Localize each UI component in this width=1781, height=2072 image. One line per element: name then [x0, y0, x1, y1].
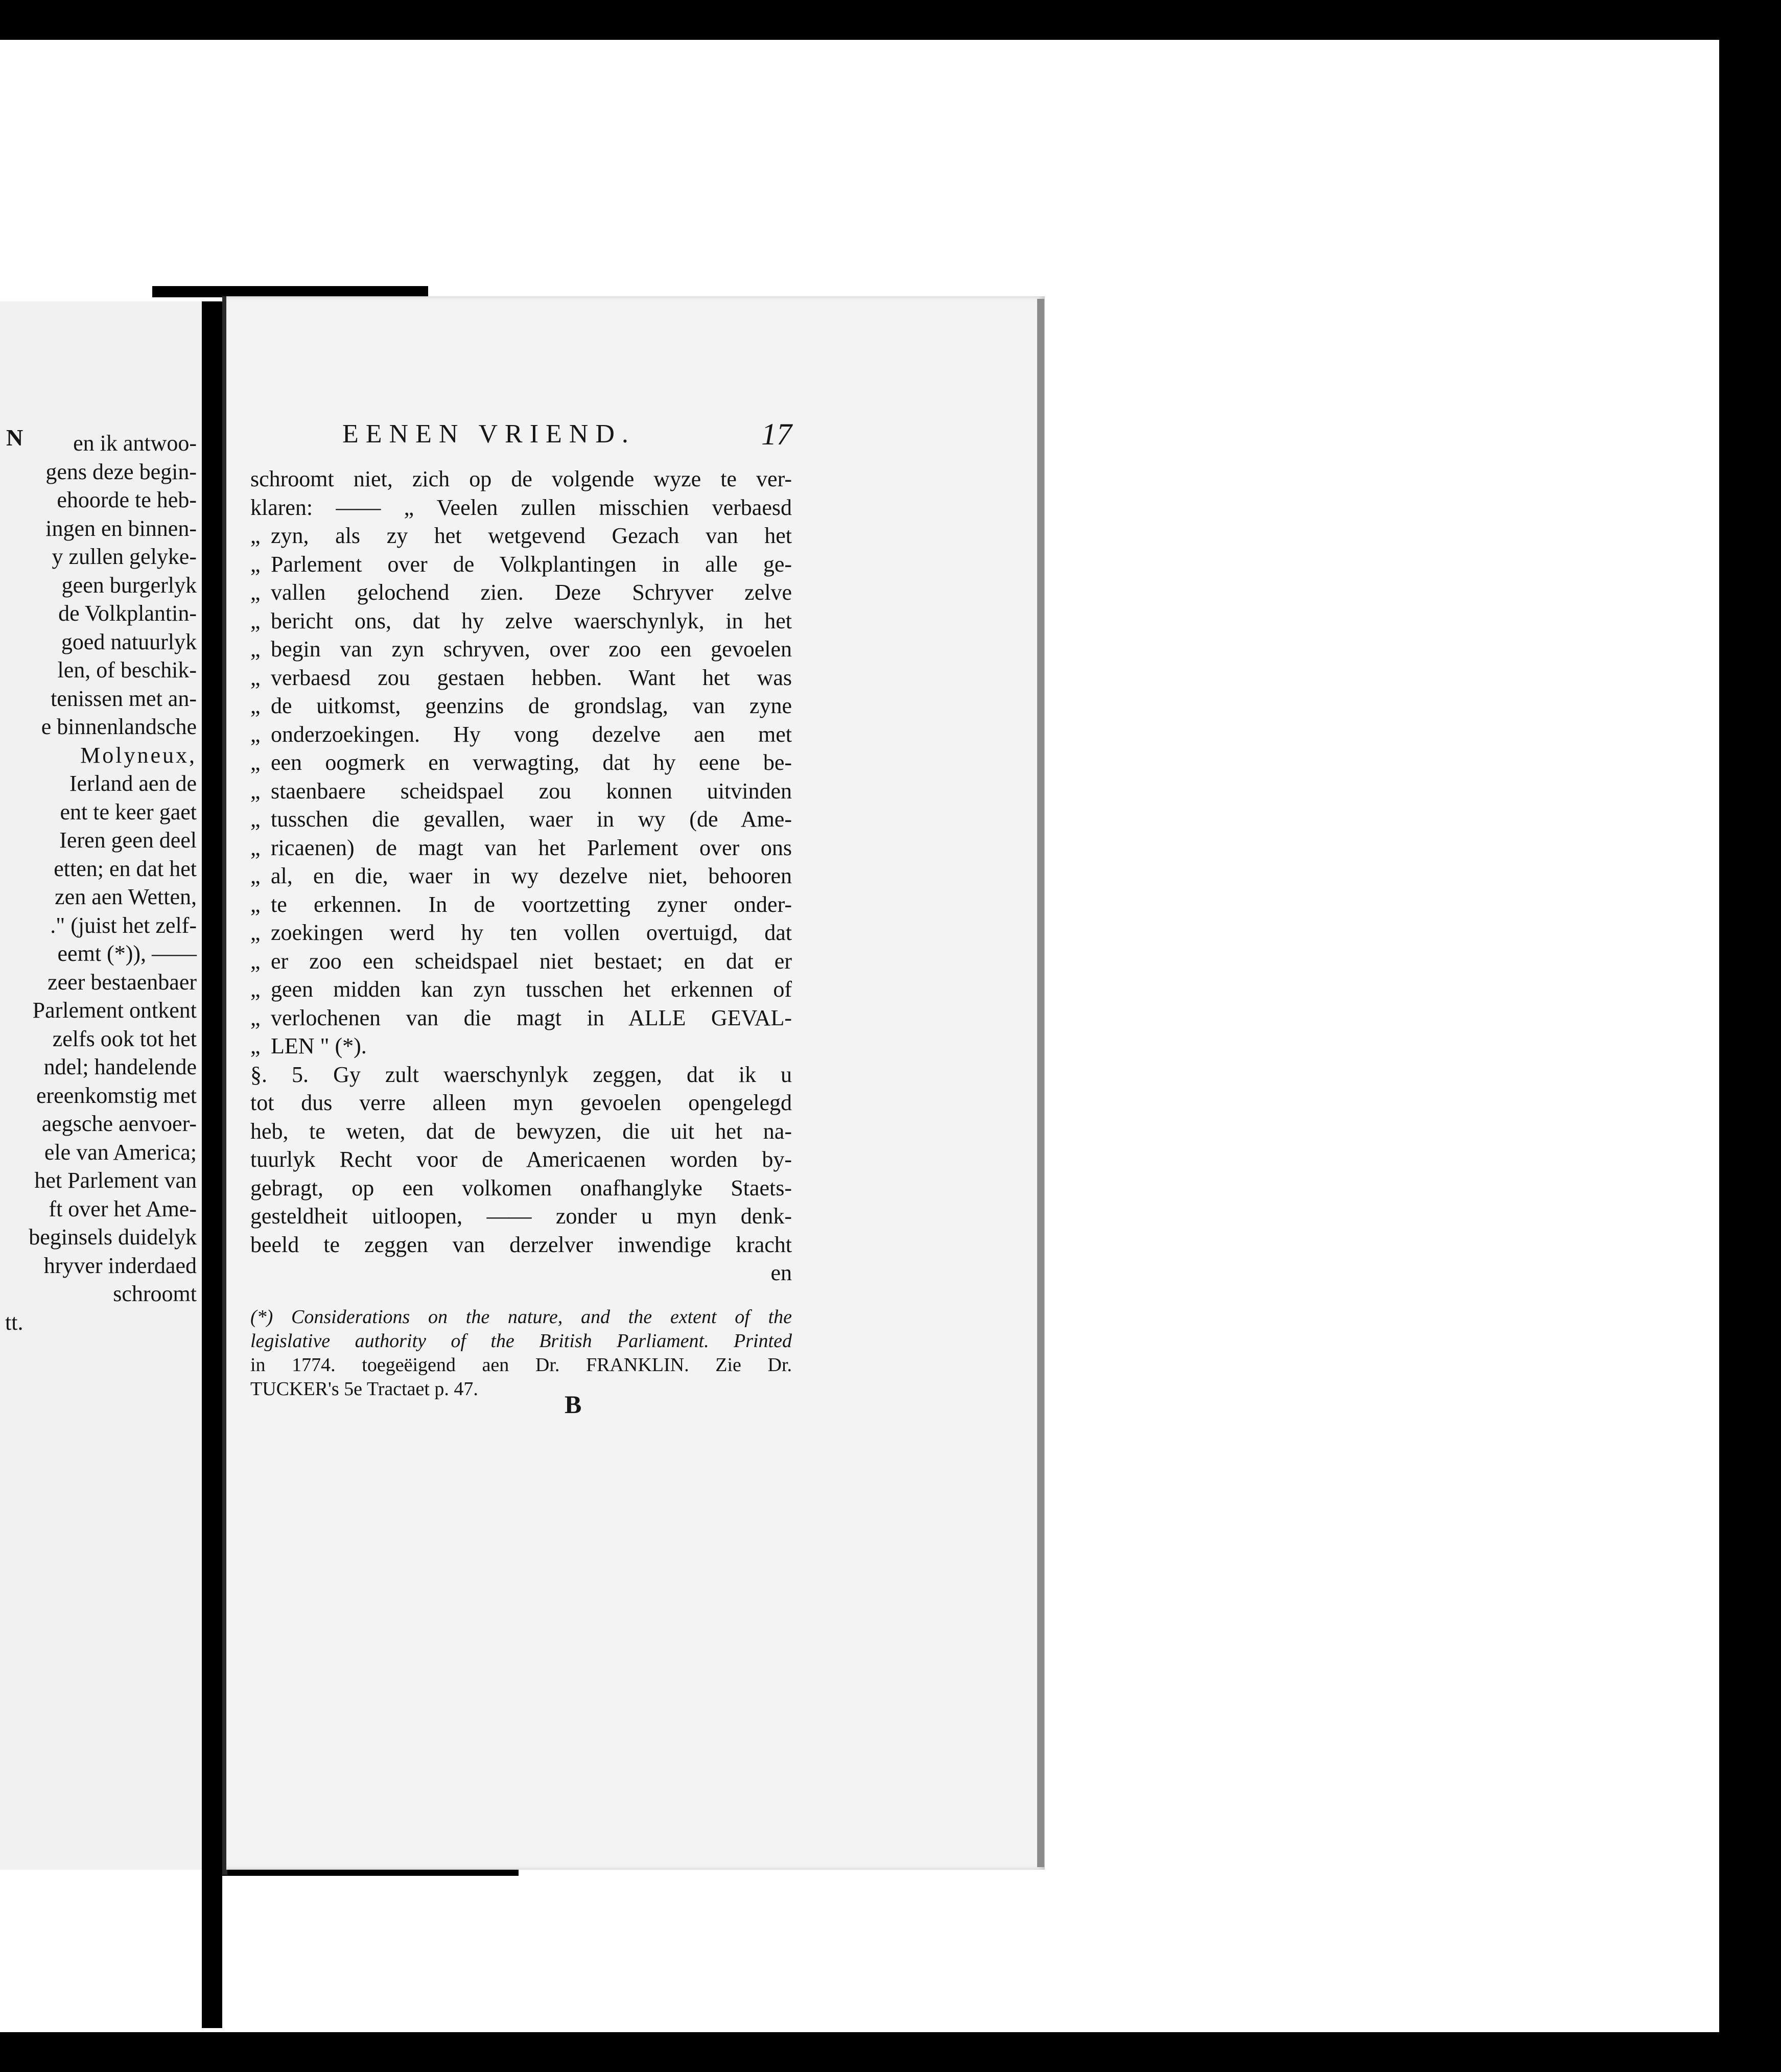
footnote — [250, 1305, 792, 1401]
left-text-line: beginsels duidelyk — [29, 1225, 197, 1250]
footnote-line: (*) Considerations on the nature, and the extent of the — [250, 1306, 792, 1328]
line-text: verlochenen van die magt in ALLE GEVAL- — [271, 1005, 792, 1030]
line-text: ricaenen) de magt van het Parlement over ons — [271, 835, 792, 860]
text-line — [250, 777, 792, 806]
left-text-line: goed natuurlyk — [61, 629, 197, 654]
text-line — [250, 1145, 792, 1174]
left-text-line: ." (juist het zelf- — [50, 912, 197, 938]
left-text-line: tenissen met an- — [51, 686, 197, 711]
line-text: er zoo een scheidspael niet bestaet; en dat er — [271, 948, 792, 974]
quote-mark: „ — [250, 523, 261, 548]
text-line — [250, 550, 792, 579]
quote-mark: „ — [250, 750, 261, 775]
left-text-line: len, of beschik- — [57, 657, 197, 682]
line-text: heb, te weten, dat de bewyzen, die uit het na- — [250, 1118, 792, 1144]
line-text: al, en die, waer in wy dezelve niet, behooren — [271, 863, 792, 888]
text-line — [250, 1004, 792, 1032]
quote-mark: „ — [250, 920, 261, 945]
left-text-line: het Parlement van — [34, 1168, 197, 1193]
footnote-line: legislative authority of the British Parliament. Printed — [250, 1330, 792, 1352]
text-line — [250, 578, 792, 607]
page-edge-shadow — [1037, 299, 1044, 1867]
text-line — [250, 635, 792, 664]
line-text: te erkennen. In de voortzetting zyner onder- — [271, 891, 792, 917]
line-text: LEN " (*). — [271, 1033, 367, 1058]
line-text: vallen gelochend zien. Deze Schryver zelve — [271, 580, 792, 605]
left-text-line: de Volkplantin- — [58, 601, 197, 626]
text-line — [250, 1032, 792, 1061]
left-text-line: hryver inderdaed — [43, 1253, 197, 1278]
scan-right-border — [1719, 40, 1735, 2032]
left-text-line: zelfs ook tot het — [52, 1026, 197, 1051]
quote-mark: „ — [250, 1033, 261, 1058]
left-text-line: y zullen gelyke- — [52, 544, 197, 569]
text-line — [250, 1231, 792, 1259]
quote-mark: „ — [250, 863, 261, 888]
quote-mark: „ — [250, 891, 261, 917]
text-line — [250, 834, 792, 862]
line-text: klaren: —— „ Veelen zullen misschien verbaesd — [250, 495, 792, 520]
left-text-line: ele van America; — [44, 1139, 197, 1165]
line-text: zoekingen werd hy ten vollen overtuigd, dat — [271, 920, 792, 945]
left-text-line: Ieren geen deel — [59, 828, 197, 853]
quote-mark: „ — [250, 1005, 261, 1030]
line-text: zyn, als zy het wetgevend Gezach van het — [271, 523, 792, 548]
text-line — [250, 465, 792, 493]
left-text-line: ehoorde te heb- — [57, 487, 197, 512]
signature-mark: B — [565, 1390, 582, 1419]
text-line — [250, 720, 792, 749]
left-text-line: ft over het Ame- — [49, 1196, 197, 1221]
line-text: bericht ons, dat hy zelve waerschynlyk, in het — [271, 608, 792, 633]
left-text-line: Molyneux, — [80, 742, 197, 768]
quote-mark: „ — [250, 778, 261, 804]
text-line — [250, 493, 792, 522]
text-line — [250, 1061, 792, 1089]
line-text: tuurlyk Recht voor de Americaenen worden by- — [250, 1147, 792, 1172]
text-line — [250, 1089, 792, 1117]
left-catchword: schroomt — [113, 1281, 197, 1306]
quote-mark: „ — [250, 721, 261, 747]
text-line — [250, 919, 792, 947]
left-signature-mark: tt. — [5, 1309, 24, 1335]
text-line — [250, 975, 792, 1004]
left-text-line: aegsche aenvoer- — [41, 1111, 197, 1136]
text-line — [250, 1202, 792, 1231]
text-line — [250, 1174, 792, 1203]
text-line — [250, 692, 792, 720]
text-line — [250, 890, 792, 919]
catchword: en — [770, 1260, 792, 1285]
left-text-line: geen burgerlyk — [61, 572, 197, 598]
left-text-line: ndel; handelende — [43, 1054, 197, 1079]
left-text-line: e binnenlandsche — [41, 714, 197, 739]
line-text: de uitkomst, geenzins de grondslag, van zyne — [271, 693, 792, 718]
left-running-head-fragment: N — [6, 425, 26, 451]
quote-mark: „ — [250, 977, 261, 1002]
line-text: onderzoekingen. Hy vong dezelve aen met — [271, 721, 792, 747]
footnote-line: TUCKER's 5e Tractaet p. 47. — [250, 1378, 478, 1400]
footnote-line: in 1774. toegeëigend aen Dr. FRANKLIN. Zie Dr. — [250, 1354, 792, 1376]
left-text-line: Parlement ontkent — [32, 998, 197, 1023]
text-line — [250, 1117, 792, 1146]
quote-mark: „ — [250, 835, 261, 860]
text-line — [250, 607, 792, 635]
left-text-line: Ierland aen de — [69, 771, 197, 796]
quote-mark: „ — [250, 665, 261, 690]
line-text: Parlement over de Volkplantingen in alle ge- — [271, 551, 792, 577]
page-number: 17 — [761, 417, 792, 451]
text-line — [250, 748, 792, 777]
line-text: geen midden kan zyn tusschen het erkennen of — [271, 977, 792, 1002]
line-text: tot dus verre alleen myn gevoelen opengelegd — [250, 1090, 792, 1115]
line-text: een oogmerk en verwagting, dat hy eene be- — [271, 750, 792, 775]
left-text-line: ingen en binnen- — [45, 515, 197, 541]
left-text-line: ereenkomstig met — [36, 1082, 197, 1108]
quote-mark: „ — [250, 637, 261, 662]
line-text: schroomt niet, zich op de volgende wyze te ver- — [250, 466, 792, 491]
gutter-top-bar — [152, 286, 428, 297]
left-text-line: en ik antwoo- — [73, 431, 197, 456]
left-text-line: eemt (*)), —— — [57, 941, 197, 966]
quote-mark: „ — [250, 948, 261, 974]
text-line — [250, 805, 792, 834]
quote-mark: „ — [250, 608, 261, 633]
line-text: gesteldheit uitloopen, —— zonder u myn denk- — [250, 1204, 792, 1229]
left-text-line: etten; en dat het — [54, 856, 197, 881]
line-text: gebragt, op een volkomen onafhanglyke Staets- — [250, 1175, 792, 1200]
book-gutter — [202, 301, 222, 2028]
left-page-fragment — [0, 301, 204, 1870]
line-text: verbaesd zou gestaen hebben. Want het was — [271, 665, 792, 690]
text-line — [250, 862, 792, 890]
body-text — [250, 465, 792, 1287]
left-text-line: gens deze begin- — [45, 459, 197, 484]
left-text-line: zeer bestaenbaer — [48, 969, 197, 995]
running-head — [342, 419, 792, 450]
text-line — [250, 947, 792, 976]
line-text: begin van zyn schryven, over zoo een gevoelen — [271, 637, 792, 662]
running-head-title: EENEN VRIEND. — [342, 419, 636, 449]
line-text: beeld te zeggen van derzelver inwendige kracht — [250, 1232, 792, 1257]
text-line — [250, 664, 792, 692]
quote-mark: „ — [250, 807, 261, 832]
scan-scratch-mark — [1272, 0, 1359, 16]
text-line — [250, 522, 792, 550]
line-text: §. 5. Gy zult waerschynlyk zeggen, dat ik u — [250, 1062, 792, 1087]
line-text: tusschen die gevallen, waer in wy (de Ame- — [271, 807, 792, 832]
quote-mark: „ — [250, 580, 261, 605]
left-page-text — [0, 429, 197, 1336]
left-text-line: ent te keer gaet — [60, 799, 197, 825]
left-text-line: zen aen Wetten, — [55, 884, 197, 909]
quote-mark: „ — [250, 693, 261, 718]
quote-mark: „ — [250, 551, 261, 577]
line-text: staenbaere scheidspael zou konnen uitvinden — [271, 778, 792, 804]
